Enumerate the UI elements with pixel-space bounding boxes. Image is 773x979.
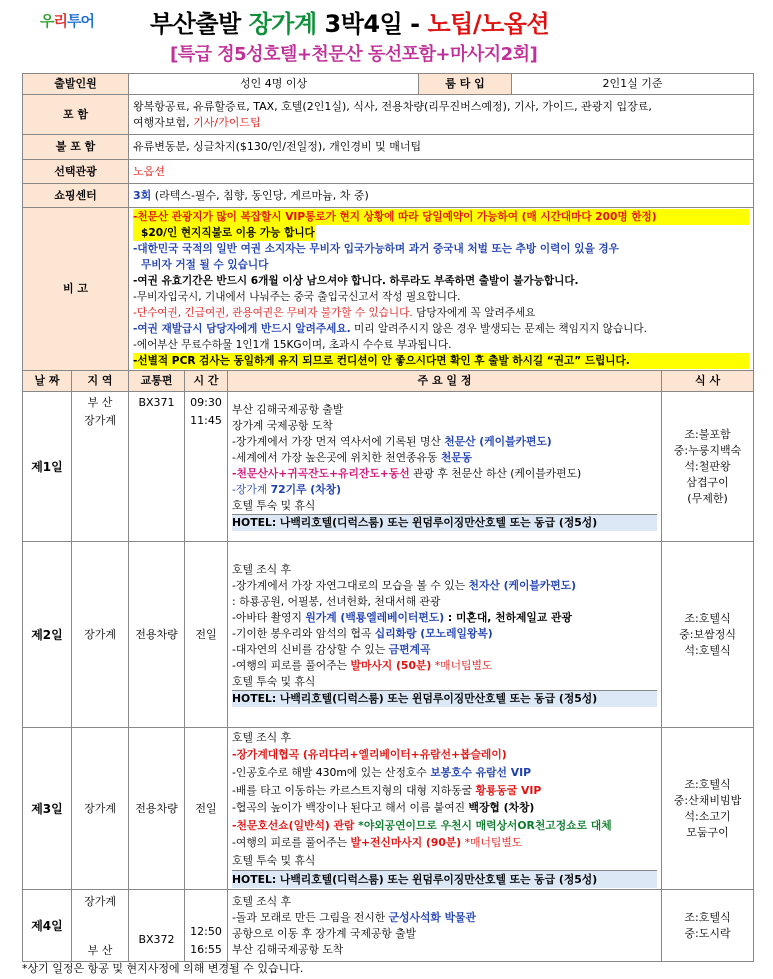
schedule-line	[232, 578, 657, 594]
schedule-line: -장가계대협곡 (유리다리+엘리베이터+유람선+봅슬레이)	[232, 748, 507, 762]
day-transport: BX371	[129, 392, 185, 542]
day-region: 장가계	[72, 728, 129, 890]
schedule-line: 부산 김해국제공항 도착	[232, 942, 344, 956]
header	[0, 0, 773, 72]
schedule-line: 호텔 조식 후	[232, 730, 292, 744]
line-part: -장가계에서 가장 자연그대로의 모습을 볼 수 있는	[232, 579, 469, 592]
logo-part: 리	[53, 12, 67, 30]
line-part: -아바타 촬영지	[232, 611, 306, 624]
col-time: 시 간	[185, 371, 228, 392]
line-highlight: 백장협 (차창)	[468, 801, 535, 815]
remark-note: -선별적 PCR 검사는 동일하게 유지 되므로 컨디션이 안 좋으시다면 확인 후 출발 하시길 “권고” 드립니다.	[133, 353, 749, 369]
include-text: 여행자보험,	[133, 115, 194, 129]
option-value: 노옵션	[129, 160, 754, 184]
schedule-line	[232, 482, 657, 498]
col-schedule: 주 요 일 정	[228, 371, 662, 392]
remark-notes	[129, 208, 754, 371]
exclude-row	[23, 135, 754, 160]
line-part: -여행의 피로를 풀어주는	[232, 836, 351, 850]
meal-text: 석:철판왕	[684, 459, 731, 473]
page-title	[150, 4, 750, 39]
shop-label: 쇼핑센터	[23, 184, 129, 208]
schedule-header-row	[23, 371, 754, 392]
region-text: 장가계	[84, 414, 116, 427]
day-times: 전일	[185, 542, 228, 728]
schedule-line	[232, 817, 657, 835]
line-part: -대자연의 신비를 감상할 수 있는	[232, 643, 389, 656]
exclude-label: 불 포 함	[23, 135, 129, 160]
line-highlight: 72기루 (차창)	[270, 483, 342, 496]
day-region	[72, 890, 129, 962]
remark-note: -대한민국 국적의 일반 여권 소지자는 무비자 입국가능하며 과거 중국내 처벌 또는 추방 이력이 있을 경우	[133, 243, 619, 255]
line-highlight: 천문동	[440, 451, 473, 464]
option-label: 선택관광	[23, 160, 129, 184]
shop-value	[129, 184, 754, 208]
schedule-line	[232, 799, 657, 817]
schedule-line: 부산 김해국제공항 출발	[232, 403, 344, 416]
region-text: 부 산	[87, 396, 113, 409]
schedule-line	[232, 782, 657, 800]
line-highlight: 발마사지 (50분)	[350, 659, 432, 672]
hotel-line: HOTEL: 나백리호텔(디럭스룸) 또는 윈덤루이징만산호텔 또는 동급 (정5성)	[232, 870, 657, 889]
col-meals: 식 사	[662, 371, 754, 392]
include-text: 왕복항공료, 유류할증료, TAX, 호텔(2인1실), 식사, 전용차량(리무진버스예정), 기사, 가이드, 관광지 입장료,	[133, 99, 652, 113]
line-part: -장가계	[232, 483, 271, 496]
day-transport: 전용차량	[129, 542, 185, 728]
day-schedule	[228, 542, 662, 728]
line-highlight: 원가계 (백룡엘레베이터편도)	[305, 611, 445, 624]
schedule-line: 호텔 조식 후	[232, 894, 292, 908]
line-highlight: 금편계곡	[388, 643, 431, 656]
line-part: -장가계에서 가장 먼저 역사서에 기록된 명산	[232, 435, 445, 448]
schedule-line: 장가계 국제공항 도착	[232, 419, 333, 432]
title-duration: 3박4일 -	[316, 10, 428, 38]
schedule-line	[232, 610, 657, 626]
day-schedule	[228, 392, 662, 542]
line-highlight: 황룡동굴 VIP	[475, 783, 542, 797]
remark-note-part: 미리 알려주시지 않은 경우 발생되는 문제는 책임지지 않습니다.	[350, 323, 648, 335]
meal-text: 모둠구이	[686, 825, 729, 839]
line-part: 관광 후 천문산 하산 (케이블카편도)	[409, 467, 582, 480]
line-part: -세계에서 가장 높은곳에 위치한 천연종유동	[232, 451, 441, 464]
time-text: 12:50	[190, 925, 222, 938]
schedule-line: 호텔 투숙 및 휴식	[232, 675, 316, 688]
schedule-line	[232, 626, 657, 642]
depart-label: 출발인원	[23, 74, 129, 95]
line-part: : 미혼대, 천하제일교 관광	[444, 611, 572, 624]
schedule-line	[232, 434, 657, 450]
title-prefix: 부산출발	[150, 10, 249, 38]
remark-note: -에어부산 무료수하물 1인1개 15KG이며, 초과시 수수료 부과됩니다.	[133, 339, 452, 351]
line-part: -협곡의 높이가 백장이나 된다고 해서 이름 붙여진	[232, 801, 469, 815]
region-text: 장가계	[84, 894, 116, 908]
line-highlight: 천문산 (케이블카편도)	[444, 435, 552, 448]
schedule-line	[232, 642, 657, 658]
day-region	[72, 392, 129, 542]
option-row	[23, 160, 754, 184]
day-row	[23, 728, 754, 890]
include-row	[23, 95, 754, 135]
remark-note: -여권 유효기간은 반드시 6개월 이상 남으셔야 합니다. 하루라도 부족하면 출발이 불가능합니다.	[133, 275, 579, 287]
line-highlight: -천문호선쇼(일반석) 관람	[232, 818, 355, 832]
room-label: 룸 타 입	[419, 74, 512, 95]
line-part: *매너팁별도	[431, 659, 493, 672]
day-row	[23, 542, 754, 728]
include-tip-text: 기사/가이드팁	[193, 115, 261, 129]
line-highlight: -천문산사+귀곡잔도+유리잔도+동선	[232, 467, 410, 480]
day-transport: BX372	[129, 890, 185, 962]
schedule-line: 호텔 조식 후	[232, 563, 292, 576]
schedule-line: 공항으로 이동 후 장가계 국제공항 출발	[232, 926, 417, 940]
remark-note-part: 담당자에게 꼭 알려주세요	[412, 307, 536, 319]
day-transport: 전용차량	[129, 728, 185, 890]
line-highlight: 천자산 (케이블카편도)	[468, 579, 577, 592]
line-part: -배를 타고 이동하는 카르스트지형의 대형 지하동굴	[232, 783, 476, 797]
meal-text: 중:도시락	[684, 926, 731, 940]
hotel-line: HOTEL: 나백리호텔(디럭스룸) 또는 윈덤루이징만산호텔 또는 동급 (정5성)	[232, 514, 657, 531]
remark-note: -무비자입국시, 기내에서 나눠주는 중국 출입국신고서 작성 필요합니다.	[133, 291, 461, 303]
logo-part: 우	[40, 12, 54, 30]
line-highlight: 보봉호수 유람선 VIP	[430, 766, 532, 780]
schedule-line: 호텔 투숙 및 휴식	[232, 853, 316, 867]
col-region: 지 역	[72, 371, 129, 392]
time-text: 11:45	[190, 414, 222, 427]
logo-part: 투어	[67, 12, 94, 30]
day-label: 제1일	[23, 392, 72, 542]
schedule-line	[232, 466, 657, 482]
day-meals	[662, 542, 754, 728]
day-region: 장가계	[72, 542, 129, 728]
shop-count: 3회	[133, 188, 152, 202]
remark-note: 무비자 거절 될 수 있습니다	[141, 259, 269, 271]
day-label: 제3일	[23, 728, 72, 890]
day-times	[185, 890, 228, 962]
include-label: 포 함	[23, 95, 129, 135]
schedule-line: : 하룡공원, 어필봉, 선녀헌화, 천대서해 관광	[232, 595, 441, 608]
col-date: 날 짜	[23, 371, 72, 392]
remark-note	[133, 321, 749, 337]
region-text: 부 산	[87, 943, 113, 957]
meal-text: 석:호텔식	[684, 643, 731, 657]
remark-note-part: -여권 재발급시 담당자에게 반드시 알려주세요.	[133, 323, 351, 335]
day-label: 제4일	[23, 890, 72, 962]
remark-note	[133, 305, 749, 321]
shop-row	[23, 184, 754, 208]
meal-text: 중:누룽지백숙	[673, 443, 742, 457]
line-highlight: 발+전신마사지 (90분)	[350, 836, 462, 850]
depart-row	[23, 74, 754, 95]
meal-text: 중:산채비빔밥	[673, 793, 742, 807]
remark-label: 비 고	[23, 208, 129, 371]
line-highlight: 군성사석화 박물관	[388, 910, 476, 924]
exclude-value: 유류변동분, 싱글차지($130/인/전일정), 개인경비 및 매너팁	[129, 135, 754, 160]
meal-text: 조:호텔식	[684, 611, 731, 625]
schedule-line	[232, 834, 657, 852]
itinerary-table	[22, 73, 754, 962]
day-schedule	[228, 890, 662, 962]
logo	[40, 10, 94, 31]
day-row	[23, 392, 754, 542]
line-highlight: 십리화랑 (모노레일왕복)	[374, 627, 493, 640]
line-part: -인공호수로 해발 430m에 있는 산정호수	[232, 766, 431, 780]
remark-note: -천문산 관광지가 많이 복잡할시 VIP통로가 현지 상황에 따라 당일예약이 가능하여 (매 시간대마다 200명 한정)	[133, 209, 749, 225]
day-times	[185, 392, 228, 542]
footer-note: *상기 일정은 항공 및 현지사정에 의해 변경될 수 있습니다.	[22, 962, 304, 975]
line-part: *야외공연이므로 우천시 매력상서OR천고정쇼로 대체	[354, 818, 612, 832]
schedule-line	[232, 658, 657, 674]
meal-text: 삼겹구이	[686, 475, 729, 489]
meal-text: 중:보쌈정식	[679, 627, 736, 641]
remark-note-part: -단수여권, 긴급여권, 관용여권은 무비자 불가할 수 있습니다.	[133, 307, 413, 319]
depart-value: 성인 4명 이상	[129, 74, 419, 95]
remark-row	[23, 208, 754, 371]
meal-text: 석:소고기	[684, 809, 731, 823]
room-value: 2인1실 기준	[512, 74, 754, 95]
meal-text: 조:호텔식	[684, 910, 731, 924]
day-meals	[662, 392, 754, 542]
line-part: -여행의 피로를 풀어주는	[232, 659, 351, 672]
schedule-line	[232, 764, 657, 782]
shop-list: (라텍스-필수, 침향, 동인당, 게르마늄, 차 중)	[151, 188, 369, 202]
day-meals	[662, 890, 754, 962]
day-schedule	[228, 728, 662, 890]
col-transport: 교통편	[129, 371, 185, 392]
title-destination: 장가계	[248, 10, 317, 38]
line-part: -기이한 봉우리와 암석의 협곡	[232, 627, 375, 640]
include-value	[129, 95, 754, 135]
schedule-line	[232, 450, 657, 466]
line-part: -돌과 모래로 만든 그림을 전시한	[232, 910, 389, 924]
title-tag: 노팁/노옵션	[427, 10, 550, 38]
hotel-line: HOTEL: 나백리호텔(디럭스룸) 또는 윈덤루이징만산호텔 또는 동급 (정5성)	[232, 690, 657, 707]
line-part: *매너팁별도	[461, 836, 523, 850]
day-meals	[662, 728, 754, 890]
remark-note: $20/인 현지직불로 이용 가능 합니다	[133, 225, 315, 241]
meal-text: 조:호텔식	[684, 777, 731, 791]
time-text: 09:30	[190, 396, 222, 409]
schedule-line	[232, 910, 657, 926]
day-label: 제2일	[23, 542, 72, 728]
day-times: 전일	[185, 728, 228, 890]
time-text: 16:55	[190, 943, 222, 956]
meal-text: 조:불포함	[684, 427, 731, 441]
day-row	[23, 890, 754, 962]
meal-text: (무제한)	[687, 491, 728, 505]
page-subtitle: [특급 정5성호텔+천문산 동선포함+마사지2회]	[170, 44, 538, 65]
schedule-line: 호텔 투숙 및 휴식	[232, 499, 316, 512]
